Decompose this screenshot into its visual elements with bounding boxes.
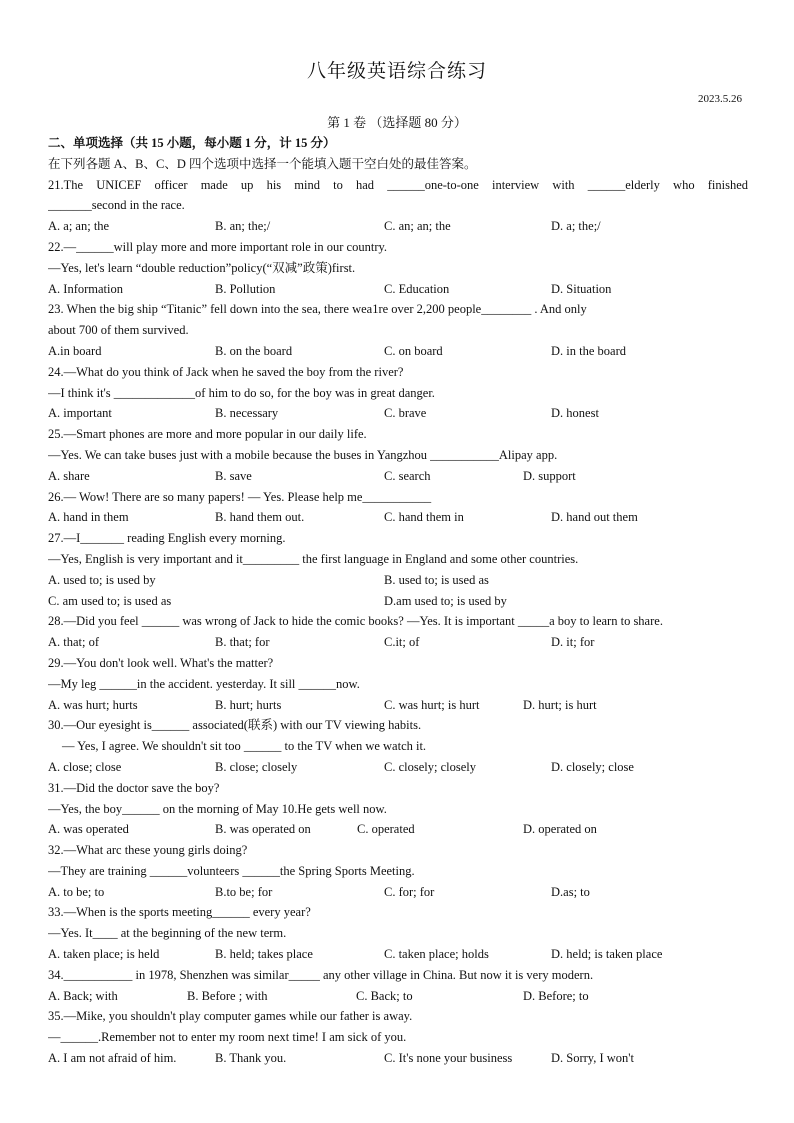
option-c: C. Back; to [356,988,413,1003]
option-c: C. for; for [384,884,435,899]
option-b: B. was operated on [215,822,311,837]
question-text: —Yes, English is very important and it_________ the first language in England and some other countries. [48,551,579,566]
question-22 [48,237,748,299]
option-a: A. hand in them [48,510,129,525]
option-c: C. an; an; the [384,219,451,234]
question-text: 23. When the big ship “Titanic” fell down into the sea, there wea1re over 2,200 people________ . And only [48,302,587,317]
option-row [48,986,748,1007]
option-row [48,403,748,424]
question-21 [48,175,748,237]
option-a: A. used to; is used by [48,572,156,587]
option-b: B. Before ; with [187,988,268,1003]
option-d: D. a; the;/ [551,219,601,234]
question-text: 33.—When is the sports meeting______ every year? [48,905,311,920]
option-row [48,1048,748,1069]
option-row [48,695,748,716]
option-c: C. search [384,468,431,483]
option-a: A. to be; to [48,884,105,899]
option-b: B. close; closely [215,759,298,774]
question-text: 24.—What do you think of Jack when he saved the boy from the river? [48,364,404,379]
option-c: C. brave [384,406,427,421]
option-row [48,570,748,591]
option-d: D. honest [551,406,599,421]
question-32 [48,840,748,902]
option-b: B. on the board [215,343,293,358]
option-b: B. necessary [215,406,279,421]
question-text: 29.—You don't look well. What's the matter? [48,655,274,670]
question-text: — Yes, I agree. We shouldn't sit too ______ to the TV when we watch it. [62,739,427,754]
option-b: B.to be; for [215,884,273,899]
exam-date: 2023.5.26 [698,93,742,105]
question-text: —My leg ______in the accident. yesterday. It sill ______now. [48,676,360,691]
option-d: D. closely; close [551,759,634,774]
question-29 [48,653,748,715]
option-c: C. It's none your business [384,1051,513,1066]
option-row [48,279,748,300]
question-26 [48,487,748,529]
option-c: C. closely; closely [384,759,476,774]
option-b: B. hurt; hurts [215,697,282,712]
option-d: D. Before; to [523,988,589,1003]
volume-heading: 第 1 卷 （选择题 80 分） [327,115,467,130]
option-a: A. a; an; the [48,219,110,234]
option-a: A. Information [48,281,123,296]
question-text: 31.—Did the doctor save the boy? [48,780,220,795]
question-text: —I think it's _____________of him to do so, for the boy was in great danger. [48,385,435,400]
option-d: D. hurt; is hurt [523,697,597,712]
question-text: —Yes, let's learn “double reduction”policy(“双减”政策)first. [48,260,356,275]
option-c: C. taken place; holds [384,947,489,962]
question-text: 34.___________ in 1978, Shenzhen was similar_____ any other village in China. But now it is very modern. [48,967,594,982]
question-35 [48,1006,748,1068]
option-row [48,216,748,237]
option-b: B. held; takes place [215,947,313,962]
question-text: 27.—I_______ reading English every morning. [48,531,286,546]
option-c: C. on board [384,343,443,358]
option-d: D.am used to; is used by [384,593,507,608]
question-text: —Yes. We can take buses just with a mobile because the buses in Yangzhou ___________Alipay app. [48,447,558,462]
option-c: C. was hurt; is hurt [384,697,480,712]
question-24 [48,362,748,424]
question-text: 25.—Smart phones are more and more popular in our daily life. [48,427,367,442]
option-c: C. hand them in [384,510,464,525]
page-title: 八年级英语综合练习 [306,60,487,82]
option-a: A. was operated [48,822,129,837]
option-row [48,819,748,840]
option-b: B. used to; is used as [384,572,489,587]
option-c: C. Education [384,281,450,296]
question-text: —Yes. It____ at the beginning of the new term. [48,926,287,941]
question-text: 35.—Mike, you shouldn't play computer games while our father is away. [48,1009,413,1024]
question-text: 30.—Our eyesight is______ associated(联系) with our TV viewing habits. [48,718,422,733]
question-text: about 700 of them survived. [48,323,189,338]
option-d: D. operated on [523,822,597,837]
section-heading: 二、单项选择（共 15 小题，每小题 1 分，计 15 分） [48,136,336,150]
option-a: A. important [48,406,112,421]
option-a: A. share [48,468,90,483]
question-text: 28.—Did you feel ______ was wrong of Jack to hide the comic books? —Yes. It is important _____a boy to learn to share. [48,614,663,629]
option-d: D. support [523,468,576,483]
option-row [48,507,748,528]
question-text: 32.—What arc these young girls doing? [48,843,248,858]
option-row [48,591,748,612]
option-b: B. Pollution [215,281,276,296]
option-a: A. close; close [48,759,122,774]
option-d: D. it; for [551,635,595,650]
question-text: —Yes, the boy______ on the morning of May 10.He gets well now. [48,801,387,816]
question-28 [48,611,748,653]
question-section [48,133,748,1069]
question-text: 22.—______will play more and more important role in our country. [48,239,388,254]
option-d: D. hand out them [551,510,638,525]
question-34 [48,965,748,1007]
option-a: A. taken place; is held [48,947,160,962]
option-d: D. held; is taken place [551,947,663,962]
option-b: B. save [215,468,252,483]
option-d: D.as; to [551,884,590,899]
option-b: B. an; the;/ [215,219,271,234]
question-text: _______second in the race. [48,198,185,213]
question-30 [48,715,748,777]
option-a: A. was hurt; hurts [48,697,138,712]
option-row [48,757,748,778]
option-row [48,341,748,362]
question-27 [48,528,748,611]
option-row [48,466,748,487]
question-31 [48,778,748,840]
question-text: —______.Remember not to enter my room next time! I am sick of you. [48,1030,407,1045]
option-b: B. that; for [215,635,270,650]
question-text: 26.— Wow! There are so many papers! — Yes. Please help me___________ [48,489,432,504]
option-c: C. operated [357,822,415,837]
option-d: D. Sorry, I won't [551,1051,635,1066]
option-c: C.it; of [384,635,420,650]
option-row [48,632,748,653]
question-text: 21.The UNICEF officer made up his mind to had ______one-to-one interview with ______elderly who finished [48,177,748,192]
option-a: A. I am not afraid of him. [48,1051,177,1066]
option-d: D. Situation [551,281,612,296]
option-a: A. Back; with [48,988,118,1003]
question-33 [48,902,748,964]
option-c: C. am used to; is used as [48,593,172,608]
option-a: A. that; of [48,635,100,650]
option-row [48,944,748,965]
option-d: D. in the board [551,343,626,358]
question-23 [48,299,748,361]
option-a: A.in board [48,343,102,358]
question-text: —They are training ______volunteers ______the Spring Sports Meeting. [48,863,415,878]
section-instruction: 在下列各题 A、B、C、D 四个选项中选择一个能填入题干空白处的最佳答案。 [48,156,477,171]
option-b: B. hand them out. [215,510,305,525]
option-b: B. Thank you. [215,1051,287,1066]
question-25 [48,424,748,486]
option-row [48,882,748,903]
